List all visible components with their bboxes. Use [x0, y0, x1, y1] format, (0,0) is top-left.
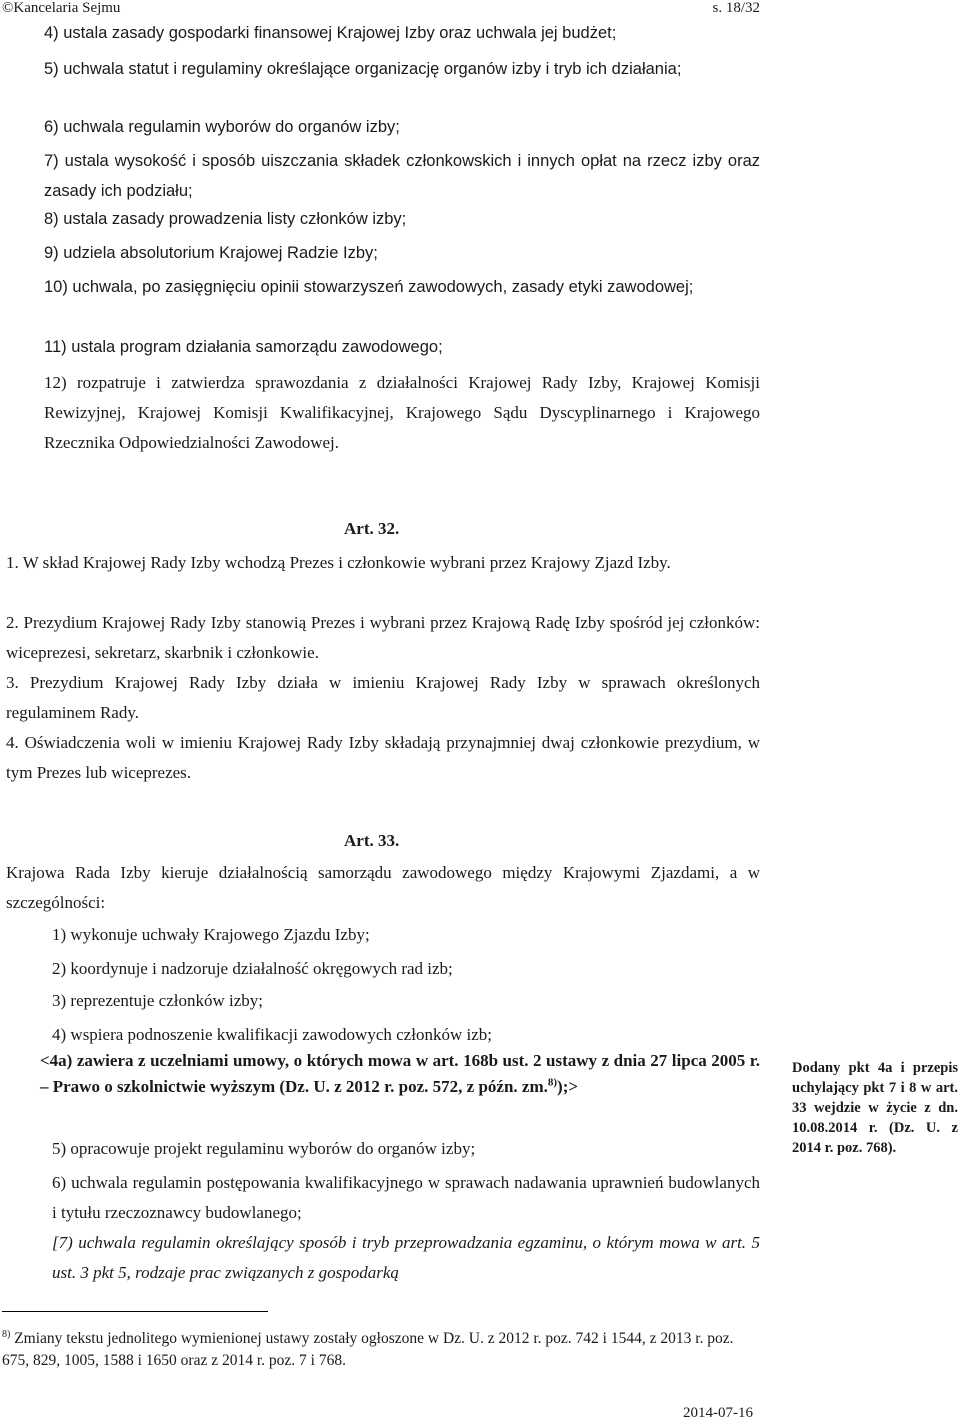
art33-item-1: 1) wykonuje uchwały Krajowego Zjazdu Izby;: [52, 925, 370, 944]
art31-item-5: 5) uchwala statut i regulaminy określające organizację organów izby i tryb ich działania;: [44, 60, 682, 78]
art32-para-1: 1. W skład Krajowej Rady Izby wchodzą Prezes i członkowie wybrani przez Krajowy Zjazd Izby.: [6, 553, 671, 572]
art31-item-11: 11) ustala program działania samorządu zawodowego;: [44, 338, 443, 356]
art33-item-4a: [40, 1048, 760, 1100]
footnote-ref-8: 8): [547, 1076, 558, 1089]
footnote-divider: [2, 1311, 268, 1312]
art33-item-2: 2) koordynuje i nadzoruje działalność okręgowych rad izb;: [52, 959, 453, 978]
footer-date: 2014-07-16: [683, 1405, 753, 1421]
art31-item-4: 4) ustala zasady gospodarki finansowej Krajowej Izby oraz uchwala jej budżet;: [44, 24, 617, 42]
art31-item-6: 6) uchwala regulamin wyborów do organów izby;: [44, 118, 400, 136]
art31-item-7: 7) ustala wysokość i sposób uiszczania składek członkowskich i innych opłat na rzecz izby oraz zasady ich podziału;: [44, 152, 760, 200]
art31-item-12: 12) rozpatruje i zatwierdza sprawozdania z działalności Krajowej Rady Izby, Krajowej Komisji Rewizyjnej, Krajowej Komisji Kwalifikacyjnej, Krajowego Sądu Dyscyplinarnego i Krajowego Rzecznika Odpowiedzialności Zawodowej.: [44, 373, 760, 452]
art31-item-9: 9) udziela absolutorium Krajowej Radzie Izby;: [44, 244, 378, 262]
art32-heading: Art. 32.: [344, 519, 400, 538]
footnote-8: [2, 1328, 762, 1372]
art32-para-2: 2. Prezydium Krajowej Rady Izby stanowią Prezes i wybrani przez Krajową Radę Izby spośród jej członków: wiceprezesi, sekretarz, skarbnik i członkowie.: [6, 613, 760, 662]
art32-para-3: 3. Prezydium Krajowej Rady Izby działa w imieniu Krajowej Rady Izby w sprawach określonych regulaminem Rady.: [6, 673, 760, 722]
art33-heading: Art. 33.: [344, 831, 400, 850]
art33-intro: Krajowa Rada Izby kieruje działalnością samorządu zawodowego między Krajowymi Zjazdami, a w szczególności:: [6, 863, 760, 912]
header-publisher: ©Kancelaria Sejmu: [2, 0, 121, 16]
art33-item-4a-tail: );>: [557, 1077, 579, 1096]
art33-item-6: 6) uchwala regulamin postępowania kwalifikacyjnego w sprawach nadawania uprawnień budowlanych i tytułu rzeczoznawcy budowlanego;: [52, 1173, 760, 1222]
footnote-marker: 8): [2, 1328, 11, 1340]
art31-item-8: 8) ustala zasady prowadzenia listy członków izby;: [44, 210, 407, 228]
art32-para-4: 4. Oświadczenia woli w imieniu Krajowej Rady Izby składają przynajmniej dwaj członkowie prezydium, w tym Prezes lub wiceprezes.: [6, 733, 760, 782]
art31-item-10: 10) uchwala, po zasięgnięciu opinii stowarzyszeń zawodowych, zasady etyki zawodowej;: [44, 278, 694, 296]
margin-note: Dodany pkt 4a i przepis uchylający pkt 7 i 8 w art. 33 wejdzie w życie z dn. 10.08.2014 r. (Dz. U. z 2014 r. poz. 768).: [792, 1060, 958, 1156]
footnote-text: Zmiany tekstu jednolitego wymienionej ustawy zostały ogłoszone w Dz. U. z 2012 r. poz. 742 i 1544, z 2013 r. poz. 675, 829, 1005, 1588 i 1650 oraz z 2014 r. poz. 7 i 768.: [2, 1330, 734, 1369]
art33-item-4: 4) wspiera podnoszenie kwalifikacji zawodowych członków izb;: [52, 1025, 492, 1044]
art33-item-7-repealed: [7) uchwala regulamin określający sposób i tryb przeprowadzania egzaminu, o którym mowa w art. 5 ust. 3 pkt 5, rodzaje prac związanych z gospodarką: [52, 1233, 760, 1282]
art33-item-5: 5) opracowuje projekt regulaminu wyborów do organów izby;: [52, 1139, 476, 1158]
header-page-number: s. 18/32: [712, 0, 760, 16]
art33-item-4a-text: <4a) zawiera z uczelniami umowy, o których mowa w art. 168b ust. 2 ustawy z dnia 27 lipca 2005 r. – Prawo o szkolnictwie wyższym (Dz. U. z 2012 r. poz. 572, z późn. zm.: [40, 1051, 760, 1096]
art33-item-3: 3) reprezentuje członków izby;: [52, 991, 263, 1010]
